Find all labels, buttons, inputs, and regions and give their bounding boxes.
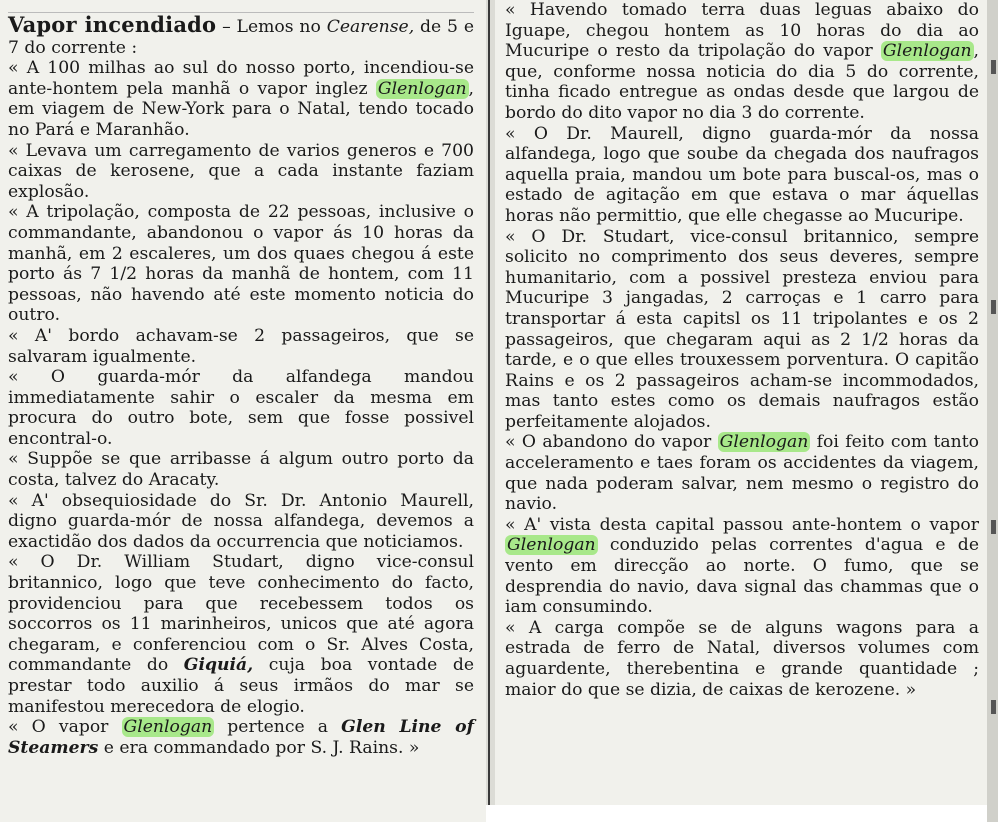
edge-mark: [991, 520, 996, 534]
right-p4-text-a: « O abandono do vapor: [505, 432, 718, 453]
ship-name-highlight: Glenlogan: [719, 432, 809, 453]
scan-margin-bottom: [486, 805, 998, 822]
headline-rest: – Lemos no: [216, 17, 327, 37]
left-p8-text-b: cuja boa vontade de prestar todo auxilio á seus irmãos do mar se manifestou merecedora de elogio.: [8, 655, 474, 717]
ship-name-highlight: Glenlogan: [882, 41, 972, 62]
right-p5-text-a: « A' vista desta capital passou ante-hontem o vapor: [505, 514, 979, 535]
left-paragraph-1: [8, 58, 474, 140]
left-paragraph-2: « Levava um carregamento de varios generos e 700 caixas de kerosene, que a cada instante faziam explosão.: [8, 140, 474, 202]
intro-tail: de 5 e 7 do corrente :: [8, 17, 475, 58]
right-paragraph-5: [505, 515, 979, 618]
left-p1-text-a: « A 100 milhas ao sul do nosso porto, incendiou-se ante-hontem pela manhã o vapor inglez: [8, 58, 474, 99]
right-paragraph-2: « O Dr. Maurell, digno guarda-mór da nossa alfandega, logo que soube da chegada dos naufragos aquella praia, mandou um bote para buscal-os, mas o estado de agitação em que estava o mar áquellas horas não permittio, que elle chegasse ao Mucuripe.: [505, 123, 979, 226]
left-p9-text-b: pertence a: [214, 717, 342, 738]
left-p9-text-c: e era commandado por S. J. Rains. »: [98, 737, 420, 758]
right-paragraph-3: « O Dr. Studart, vice-consul britannico, sempre solicito no comprimento dos seus deveres, sempre humanitario, com a possivel presteza enviou para Mucuripe 3 jangadas, 2 carroças e 1 carro para transportar á esta capitsl os 11 tripolantes e os 2 passageiros, que chegaram aqui as 2 1/2 horas da tarde, e o que elles trouxessem porventura. O capitão Rains e os 2 passageiros acham-se incommodados, mas tanto estes como os demais naufragos estão perfeitamente alojados.: [505, 226, 979, 432]
right-p1-text-a: « Havendo tomado terra duas leguas abaixo do Iguape, chegou hontem as 10 horas do dia ao Mucuripe o resto da tripolação do vapor: [505, 0, 979, 62]
left-paragraph-7: « A' obsequiosidade do Sr. Dr. Antonio Maurell, digno guarda-mór de nossa alfandega, devemos a exactidão dos dados da occurrencia que noticiamos.: [8, 490, 474, 552]
column-rule: [488, 0, 490, 822]
edge-mark: [991, 700, 996, 714]
article-headline: Vapor incendiado: [8, 12, 217, 37]
right-paragraph-6: « A carga compõe se de alguns wagons para a estrada de ferro de Natal, diversos volumes com aguardente, therebentina e grande quantidade ; maior do que se dizia, de caixas de kerozene. »: [505, 617, 979, 700]
ship-name-highlight: Glenlogan: [123, 717, 213, 738]
source-paper-name: Cearense,: [326, 17, 415, 37]
adjacent-column-edge: [987, 0, 998, 822]
ship-giquia: Giquiá,: [183, 655, 254, 676]
ship-name-highlight: Glenlogan: [377, 78, 467, 99]
left-column: [0, 0, 486, 822]
left-paragraph-3: « A tripolação, composta de 22 pessoas, inclusive o commandante, abandonou o vapor ás 10 horas da manhã, em 2 escaleres, um dos quaes chegou á este porto ás 7 1/2 horas da manhã de hontem, com 11 pessoas, não havendo até este momento noticia do outro.: [8, 202, 474, 326]
intro-paragraph: [8, 12, 475, 58]
left-p9-text-a: « O vapor: [8, 717, 122, 738]
right-p5-text-b: conduzido pelas correntes d'agua e de vento em direcção ao norte. O fumo, que se desprendia do navio, dava signal das chammas que o iam consumindo.: [505, 535, 979, 618]
left-paragraph-8: [8, 552, 474, 717]
left-paragraph-9: [8, 717, 474, 758]
right-paragraph-4: [505, 432, 979, 514]
right-column: [495, 0, 987, 822]
left-paragraph-6: « Suppõe se que arribasse á algum outro porto da costa, talvez do Aracaty.: [8, 449, 474, 491]
edge-mark: [991, 300, 996, 314]
left-paragraph-4: « A' bordo achavam-se 2 passageiros, que se salvaram igualmente.: [8, 325, 474, 367]
left-p8-text-a: « O Dr. William Studart, digno vice-consul britannico, logo que teve conhecimento do facto, providenciou para que recebessem todos os soccorros os 11 marinheiros, unicos que até agora chegaram, e conferenciou com o Sr. Alves Costa, commandante do: [8, 552, 474, 676]
shipping-line-name: Glen Line of Steamers: [8, 717, 474, 758]
right-p4-text-b: foi feito com tanto acceleramento e taes foram os accidentes da viagem, que nada poderam salvar, nem mesmo o registro do navio.: [505, 432, 979, 515]
right-paragraph-1: [505, 0, 979, 124]
right-p1-text-b: , que, conforme nossa noticia do dia 5 do corrente, tinha ficado entregue as ondas desde que largou de bordo do dito vapor no dia 3 do corrente.: [505, 41, 979, 123]
edge-mark: [991, 60, 996, 74]
left-paragraph-5: « O guarda-mór da alfandega mandou immediatamente sahir o escaler da mesma em procura do outro bote, sem que fosse possivel encontral-o.: [8, 367, 474, 449]
ship-name-highlight: Glenlogan: [507, 535, 596, 556]
left-p1-text-b: , em viagem de New-York para o Natal, tendo tocado no Pará e Maranhão.: [8, 78, 474, 140]
